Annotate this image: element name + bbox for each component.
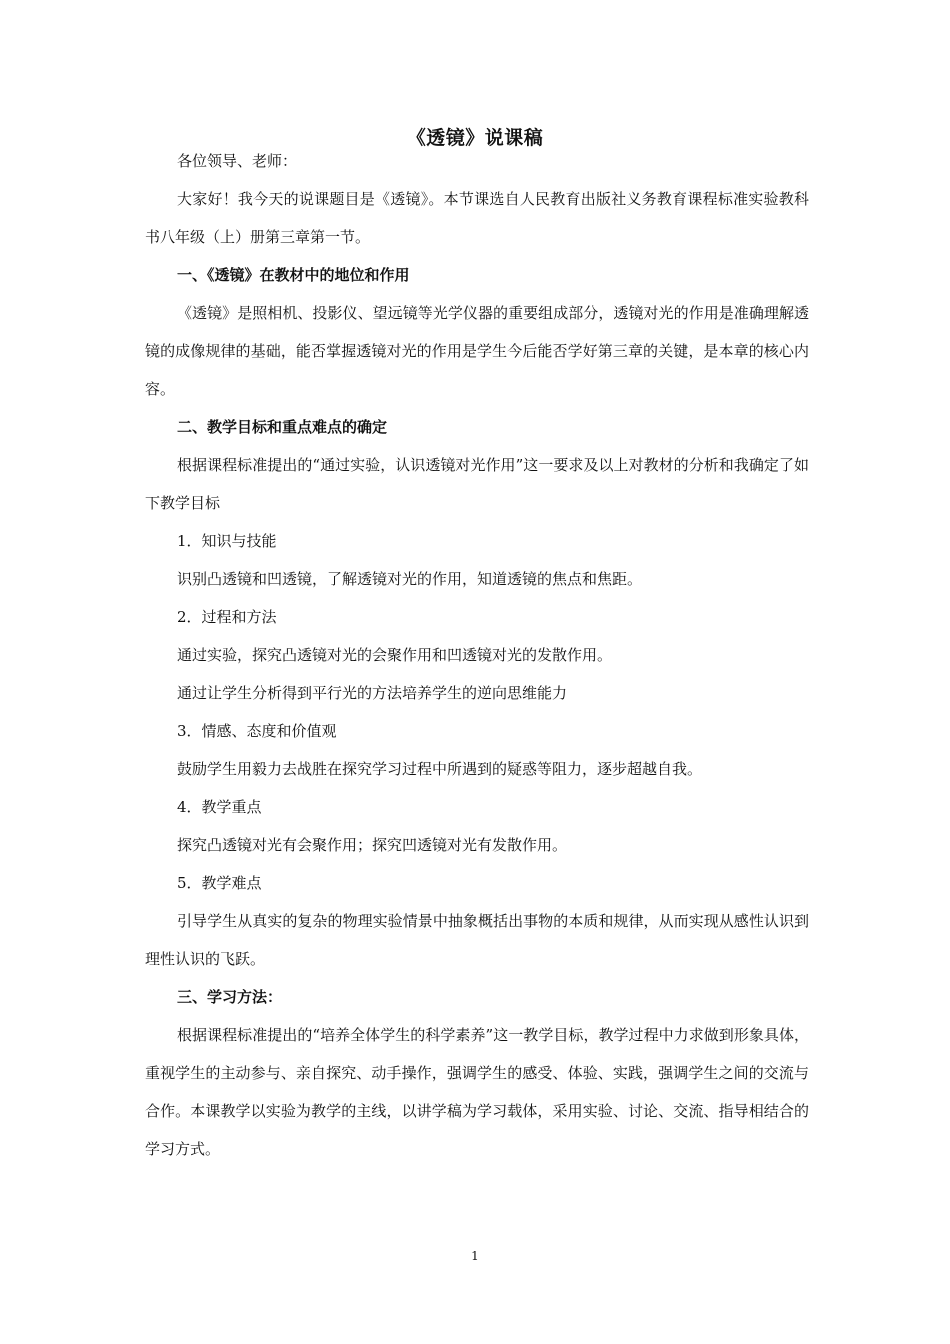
document-title: 《透镜》说课稿	[406, 127, 544, 149]
knowledge-skills-paragraph: 识别凸透镜和凹透镜，了解透镜对光的作用，知道透镜的焦点和焦距。	[177, 570, 643, 588]
intro-paragraph: 大家好！我今天的说课题目是《透镜》。本节课选自人民教育出版社义务教育课程标准实验教科书八年级（上）册第三章第一节。	[145, 190, 809, 246]
section-heading-1: 一、《透镜》在教材中的地位和作用	[177, 266, 410, 284]
emotion-values-paragraph: 鼓励学生用毅力去战胜在探究学习过程中所遇到的疑惑等阻力，逐步超越自我。	[177, 760, 703, 778]
process-method-paragraph-2: 通过让学生分析得到平行光的方法培养学生的逆向思维能力	[177, 684, 568, 702]
teaching-difficulty-paragraph: 引导学生从真实的复杂的物理实验情景中抽象概括出事物的本质和规律，从而实现从感性认识到理性认识的飞跃。	[145, 912, 809, 968]
section-3-paragraph: 根据课程标准提出的“培养全体学生的科学素养”这一教学目标，教学过程中力求做到形象具体，重视学生的主动参与、亲自探究、动手操作，强调学生的感受、体验、实践，强调学生之间的交流与合作。本课教学以实验为教学的主线，以讲学稿为学习载体，采用实验、讨论、交流、指导相结合的学习方式。	[145, 1026, 809, 1158]
teaching-focus-paragraph: 探究凸透镜对光有会聚作用；探究凹透镜对光有发散作用。	[177, 836, 568, 854]
subheading-teaching-focus: 4．教学重点	[177, 798, 262, 816]
process-method-paragraph-1: 通过实验，探究凸透镜对光的会聚作用和凹透镜对光的发散作用。	[177, 646, 613, 664]
section-1-paragraph: 《透镜》是照相机、投影仪、望远镜等光学仪器的重要组成部分，透镜对光的作用是准确理解透镜的成像规律的基础，能否掌握透镜对光的作用是学生今后能否学好第三章的关键，是本章的核心内容。	[145, 304, 809, 398]
page-number: 1	[471, 1249, 479, 1263]
subheading-emotion-values: 3．情感、态度和价值观	[177, 722, 337, 740]
subheading-teaching-difficulty: 5．教学难点	[177, 874, 262, 892]
document-body	[145, 142, 809, 1168]
greeting-paragraph: 各位领导、老师：	[177, 152, 298, 170]
section-heading-3: 三、学习方法：	[177, 988, 283, 1006]
subheading-knowledge-skills: 1．知识与技能	[177, 532, 277, 550]
subheading-process-method: 2．过程和方法	[177, 608, 277, 626]
section-heading-2: 二、教学目标和重点难点的确定	[177, 418, 388, 436]
section-2-paragraph: 根据课程标准提出的“通过实验，认识透镜对光作用”这一要求及以上对教材的分析和我确定了如下教学目标	[145, 456, 809, 512]
